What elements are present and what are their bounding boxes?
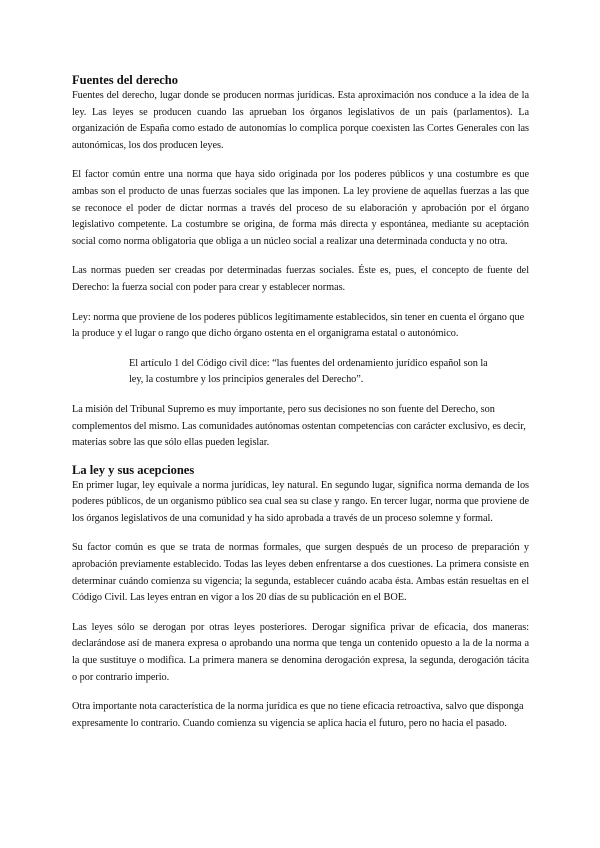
section-title-acepciones: La ley y sus acepciones (72, 462, 195, 477)
section-title-fuentes: Fuentes del derecho (72, 73, 179, 87)
paragraph-fuentes-definicion: Fuentes del derecho, lugar donde se producen normas jurídicas. Esta aproximación nos conduce a la idea de la ley. Las leyes se producen cuando las aprueban los órganos legislativos de un país (parlamentos). La organización de España como estado de autonomías lo complica porque coexisten las Cortes Generales con las autonómicas, los dos producen leyes. (72, 90, 529, 151)
paragraph-derogacion: Las leyes sólo se derogan por otras leyes posteriores. Derogar significa privar de eficacia, dos maneras: declarándose así de manera expresa o aprobando una norma que tenga un contenido opuesto a la de la norma a la que sustituye o modifica. La primera manera se denomina derogación expresa, la segunda, derogación tácita o por contrario imperio. (72, 621, 529, 683)
document-body (72, 72, 529, 732)
paragraph-tribunal-supremo: La misión del Tribunal Supremo es muy importante, pero sus decisiones no son fuente del Derecho, son complementos del mismo. Las comunidades autónomas ostentan competencias con carácter exclusivo, es decir, materias sobre las que sólo ellas pueden legislar. (72, 403, 526, 449)
paragraph-concepto-fuente: Las normas pueden ser creadas por determinadas fuerzas sociales. Éste es, pues, el concepto de fuente del Derecho: la fuerza social con poder para crear y establecer normas. (72, 265, 529, 293)
paragraph-ley-definicion: Ley: norma que proviene de los poderes públicos legítimamente establecidos, sin tener en cuenta el órgano que la produce y el lugar o rango que dicho órgano ostenta en el organigrama estatal o autonómico. (72, 311, 525, 340)
paragraph-factor-comun: El factor común entre una norma que haya sido originada por los poderes públicos y una costumbre es que ambas son el producto de unas fuerzas sociales que las imponen. La ley proviene de aquellas fuerzas a las que se reconoce el poder de dictar normas a través del proceso de su elaboración y aprobación por el órgano legislativo competente. La costumbre se origina, de forma más directa y espontánea, mediante su aceptación social como norma obligatoria que obliga a un núcleo social a realizar una determinada conducta y no otra. (72, 169, 529, 247)
paragraph-acepciones: En primer lugar, ley equivale a norma jurídicas, ley natural. En segundo lugar, significa norma demanda de los poderes públicos, de un organismo público sea cual sea su clase y rango. En tercer lugar, norma que proviene de los órganos legislativos de una comunidad y ha sido aprobada a través de un proceso solemne y formal. (72, 479, 529, 524)
quote-codigo-civil: El artículo 1 del Código civil dice: “las fuentes del ordenamiento jurídico español son la ley, la costumbre y los principios generales del Derecho”. (129, 357, 488, 386)
paragraph-vigencia: Su factor común es que se trata de normas formales, que surgen después de un proceso de preparación y aprobación previamente establecido. Todas las leyes deben enfrentarse a dos cuestiones. La primera consiste en determinar cuándo comienza su vigencia; la segunda, establecer cuándo acaba ésta. Ambas están resueltas en el Código Civil. Las leyes entran en vigor a los 20 días de su publicación en el BOE. (72, 542, 529, 604)
paragraph-irretroactividad: Otra importante nota característica de la norma jurídica es que no tiene eficacia retroactiva, salvo que disponga expresamente lo contrario. Cuando comienza su vigencia se aplica hacia el futuro, pero no hacia el pasado. (72, 701, 524, 729)
